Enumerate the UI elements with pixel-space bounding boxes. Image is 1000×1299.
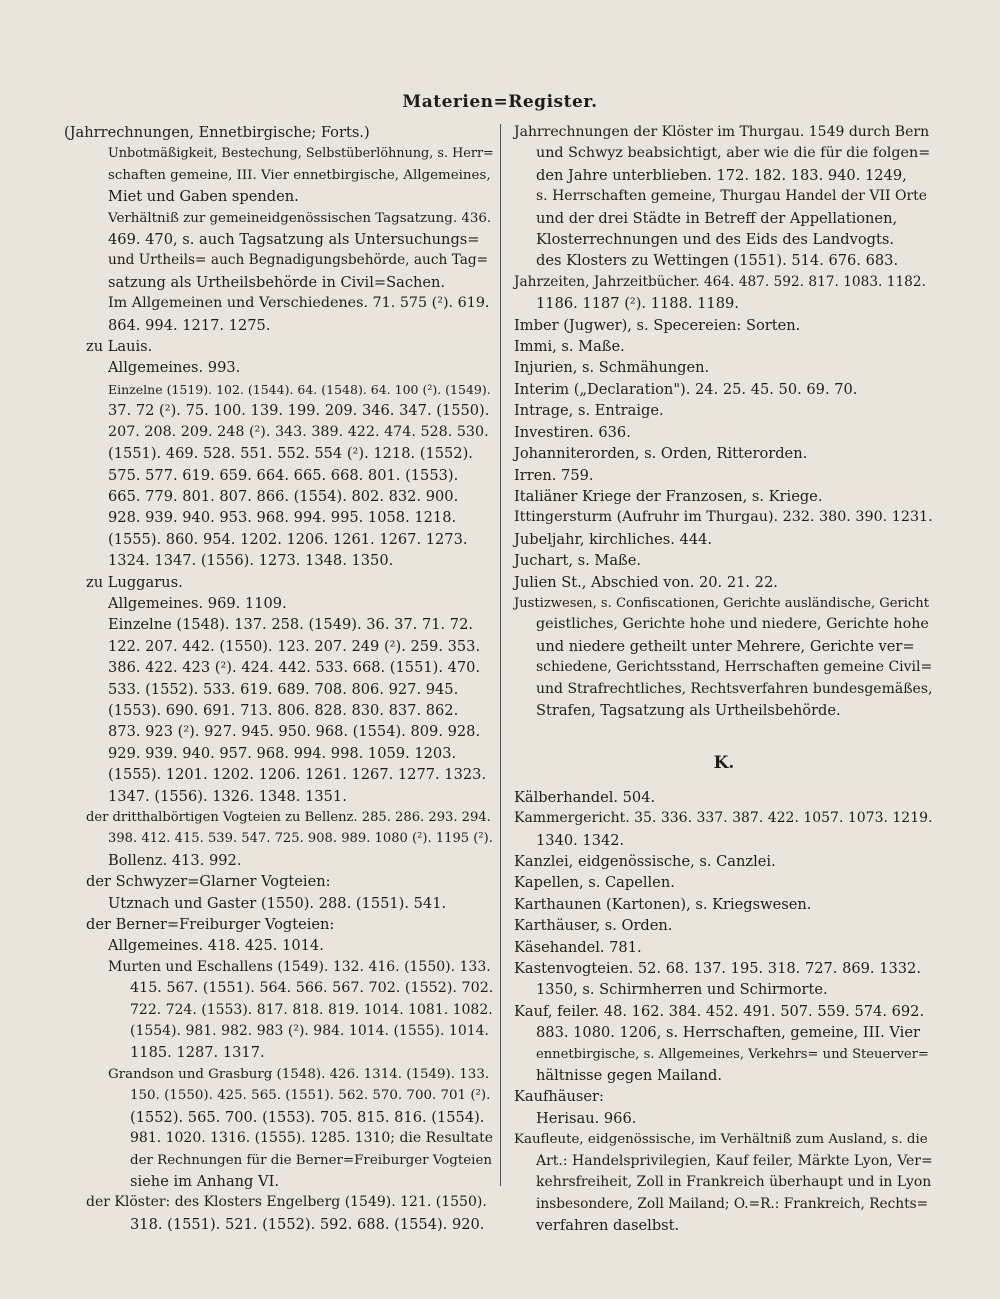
index-line: Investiren. 636. — [514, 423, 631, 441]
index-line: 386. 422. 423 (²). 424. 442. 533. 668. (1551). 470. — [108, 659, 481, 677]
index-line: 873. 923 (²). 927. 945. 950. 968. (1554). 809. 928. — [108, 723, 481, 741]
index-line: Kastenvogteien. 52. 68. 137. 195. 318. 727. 869. 1332. — [514, 960, 921, 978]
right-column-entries-j — [514, 122, 934, 721]
index-line: Italiäner Kriege der Franzosen, s. Kriege. — [514, 487, 823, 505]
index-line: 1186. 1187 (²). 1188. 1189. — [536, 295, 739, 313]
index-line: Jubeljahr, kirchliches. 444. — [514, 530, 713, 548]
index-line: Herisau. 966. — [536, 1109, 637, 1127]
index-line: der dritthalbörtigen Vogteien zu Bellenz. 285. 286. 293. 294. — [86, 810, 491, 825]
index-line: Imber (Jugwer), s. Specereien: Sorten. — [514, 316, 801, 334]
index-line: verfahren daselbst. — [536, 1216, 680, 1234]
index-line: Kälberhandel. 504. — [514, 788, 656, 806]
index-line: der Schwyzer=Glarner Vogteien: — [86, 873, 331, 891]
index-line: 1347. (1556). 1326. 1348. 1351. — [108, 787, 347, 805]
index-line: der Rechnungen für die Berner=Freiburger Vogteien — [130, 1152, 493, 1168]
index-line: Miet und Gaben spenden. — [108, 188, 299, 206]
index-line: und der drei Städte in Betreff der Appellationen, — [536, 209, 898, 227]
index-line: 722. 724. (1553). 817. 818. 819. 1014. 1081. 1082. — [130, 1001, 493, 1018]
index-line: Kanzlei, eidgenössische, s. Canzlei. — [514, 853, 776, 870]
index-line: (1551). 469. 528. 551. 552. 554 (²). 1218. (1552). — [108, 445, 473, 463]
index-line: Immi, s. Maße. — [514, 338, 625, 356]
index-line: Jahrrechnungen der Klöster im Thurgau. 1549 durch Bern — [514, 124, 930, 140]
index-line: Kauf, feiler. 48. 162. 384. 452. 491. 507. 559. 574. 692. — [514, 1002, 925, 1020]
index-line: und Urtheils= auch Begnadigungsbehörde, auch Tag= — [108, 252, 489, 269]
index-line: (1552). 565. 700. (1553). 705. 815. 816. (1554). — [130, 1108, 485, 1126]
index-line: 1350, s. Schirmherren und Schirmorte. — [536, 981, 828, 999]
index-line: kehrsfreiheit, Zoll in Frankreich überhaupt und in Lyon — [536, 1174, 932, 1191]
index-line: Utznach und Gaster (1550). 288. (1551). 541. — [108, 894, 447, 912]
index-line: Im Allgemeinen und Verschiedenes. 71. 575 (²). 619. — [108, 295, 490, 312]
section-spacer — [514, 721, 934, 753]
index-line: Kaufhäuser: — [514, 1088, 604, 1106]
index-line: Kapellen, s. Capellen. — [514, 874, 675, 892]
index-line: (1554). 981. 982. 983 (²). 984. 1014. (1555). 1014. — [130, 1023, 489, 1040]
index-line: der Klöster: des Klosters Engelberg (1549). 121. (1550). — [86, 1194, 487, 1211]
index-line: und Schwyz beabsichtigt, aber wie die für die folgen= — [536, 145, 931, 162]
index-line: 1340. 1342. — [536, 831, 625, 849]
index-line: 533. (1552). 533. 619. 689. 708. 806. 927. 945. — [108, 680, 459, 698]
index-line: Käsehandel. 781. — [514, 938, 642, 956]
index-line: 1324. 1347. (1556). 1273. 1348. 1350. — [108, 552, 394, 570]
index-line: satzung als Urtheilsbehörde in Civil=Sachen. — [108, 273, 446, 291]
index-line: Kaufleute, eidgenössische, im Verhältniß zum Ausland, s. die — [514, 1132, 928, 1148]
index-line: (1555). 860. 954. 1202. 1206. 1261. 1267. 1273. — [108, 530, 468, 548]
index-line: Allgemeines. 993. — [108, 359, 241, 377]
index-line: 575. 577. 619. 659. 664. 665. 668. 801. (1553). — [108, 466, 459, 484]
index-line: 665. 779. 801. 807. 866. (1554). 802. 832. 900. — [108, 487, 459, 505]
index-line: Injurien, s. Schmähungen. — [514, 359, 710, 377]
index-line: insbesondere, Zoll Mailand; O.=R.: Frankreich, Rechts= — [536, 1195, 929, 1212]
index-line: 929. 939. 940. 957. 968. 994. 998. 1059. 1203. — [108, 744, 457, 762]
index-line: 864. 994. 1217. 1275. — [108, 316, 271, 334]
index-line: Strafen, Tagsatzung als Urtheilsbehörde. — [536, 701, 841, 719]
index-line: (1553). 690. 691. 713. 806. 828. 830. 837. 862. — [108, 701, 459, 719]
section-letter: K. — [713, 753, 735, 774]
index-line: Grandson und Grasburg (1548). 426. 1314. (1549). 133. — [108, 1066, 490, 1082]
index-line: Allgemeines. 418. 425. 1014. — [108, 937, 324, 955]
index-line: Karthäuser, s. Orden. — [514, 917, 673, 935]
index-line: Irren. 759. — [514, 466, 594, 484]
index-line: Bollenz. 413. 992. — [108, 851, 242, 869]
index-line: (Jahrrechnungen, Ennetbirgische; Forts.) — [64, 124, 370, 141]
index-line: 150. (1550). 425. 565. (1551). 562. 570. 700. 701 (²). — [130, 1088, 491, 1104]
index-line: zu Lauis. — [86, 338, 153, 356]
index-line: Julien St., Abschied von. 20. 21. 22. — [514, 573, 778, 591]
index-line: Klosterrechnungen und des Eids des Landvogts. — [536, 231, 895, 249]
index-line: Unbotmäßigkeit, Bestechung, Selbstüberlöhnung, s. Herr= — [108, 146, 494, 162]
index-line: Johanniterorden, s. Orden, Ritterorden. — [514, 445, 808, 463]
section-spacer-small — [514, 775, 934, 787]
index-line: Art.: Handelsprivilegien, Kauf feiler, Märkte Lyon, Ver= — [536, 1152, 933, 1169]
index-line: geistliches, Gerichte hohe und niedere, Gerichte hohe — [536, 616, 929, 633]
index-line: s. Herrschaften gemeine, Thurgau Handel der VII Orte — [536, 188, 928, 205]
index-line: Einzelne (1519). 102. (1544). 64. (1548). 64. 100 (²). (1549). — [108, 381, 491, 397]
index-line: Verhältniß zur gemeineidgenössischen Tagsatzung. 436. — [108, 210, 492, 226]
index-line: hältnisse gegen Mailand. — [536, 1067, 723, 1085]
index-line: Karthaunen (Kartonen), s. Kriegswesen. — [514, 895, 812, 913]
index-line: Kammergericht. 35. 336. 337. 387. 422. 1057. 1073. 1219. — [514, 810, 933, 827]
index-line: Intrage, s. Entraige. — [514, 402, 664, 420]
left-column — [64, 122, 494, 1235]
index-line: 981. 1020. 1316. (1555). 1285. 1310; die Resultate — [130, 1130, 494, 1147]
index-line: 1185. 1287. 1317. — [130, 1044, 265, 1062]
index-line: 469. 470, s. auch Tagsatzung als Untersuchungs= — [108, 231, 480, 249]
index-line: schaften gemeine, III. Vier ennetbirgische, Allgemeines, — [108, 167, 491, 183]
index-line: Einzelne (1548). 137. 258. (1549). 36. 37. 71. 72. — [108, 616, 474, 634]
index-line: des Klosters zu Wettingen (1551). 514. 676. 683. — [536, 252, 899, 270]
index-line: siehe im Anhang VI. — [130, 1172, 279, 1190]
index-line: 883. 1080. 1206, s. Herrschaften, gemeine, III. Vier — [536, 1024, 920, 1042]
index-line: der Berner=Freiburger Vogteien: — [86, 916, 335, 934]
index-line: schiedene, Gerichtsstand, Herrschaften gemeine Civil= — [536, 659, 933, 676]
column-divider — [500, 124, 501, 1186]
index-line: und niedere getheilt unter Mehrere, Gerichte ver= — [536, 637, 915, 655]
right-column — [514, 122, 934, 1236]
index-line: 37. 72 (²). 75. 100. 139. 199. 209. 346. 347. (1550). — [108, 402, 490, 420]
index-line: 122. 207. 442. (1550). 123. 207. 249 (²). 259. 353. — [108, 637, 481, 655]
index-line: 318. (1551). 521. (1552). 592. 688. (1554). 920. — [130, 1215, 485, 1233]
index-line: Justizwesen, s. Confiscationen, Gerichte ausländische, Gericht — [514, 595, 929, 611]
index-line: und Strafrechtliches, Rechtsverfahren bundesgemäßes, — [536, 680, 933, 697]
index-line: Allgemeines. 969. 1109. — [108, 594, 287, 612]
index-line: Murten und Eschallens (1549). 132. 416. (1550). 133. — [108, 958, 491, 975]
index-line: 928. 939. 940. 953. 968. 994. 995. 1058. 1218. — [108, 509, 457, 527]
index-line: Ittingersturm (Aufruhr im Thurgau). 232. 380. 390. 1231. — [514, 509, 933, 526]
index-line: den Jahre unterblieben. 172. 182. 183. 940. 1249, — [536, 166, 907, 184]
index-line: 415. 567. (1551). 564. 566. 567. 702. (1552). 702. — [130, 980, 494, 997]
index-line: Juchart, s. Maße. — [514, 552, 642, 570]
index-line: (1555). 1201. 1202. 1206. 1261. 1267. 1277. 1323. — [108, 766, 487, 784]
index-line: Interim („Declaration"). 24. 25. 45. 50. 69. 70. — [514, 380, 858, 398]
page-title: Materien=Register. — [402, 92, 598, 112]
right-column-entries-k — [514, 787, 934, 1237]
index-line: 207. 208. 209. 248 (²). 343. 389. 422. 474. 528. 530. — [108, 423, 489, 440]
index-line: ennetbirgische, s. Allgemeines, Verkehrs= und Steuerver= — [536, 1046, 929, 1062]
index-line: zu Luggarus. — [86, 573, 183, 591]
index-line: 398. 412. 415. 539. 547. 725. 908. 989. 1080 (²). 1195 (²). — [108, 831, 493, 847]
index-line: Jahrzeiten, Jahrzeitbücher. 464. 487. 592. 817. 1083. 1182. — [514, 273, 926, 290]
